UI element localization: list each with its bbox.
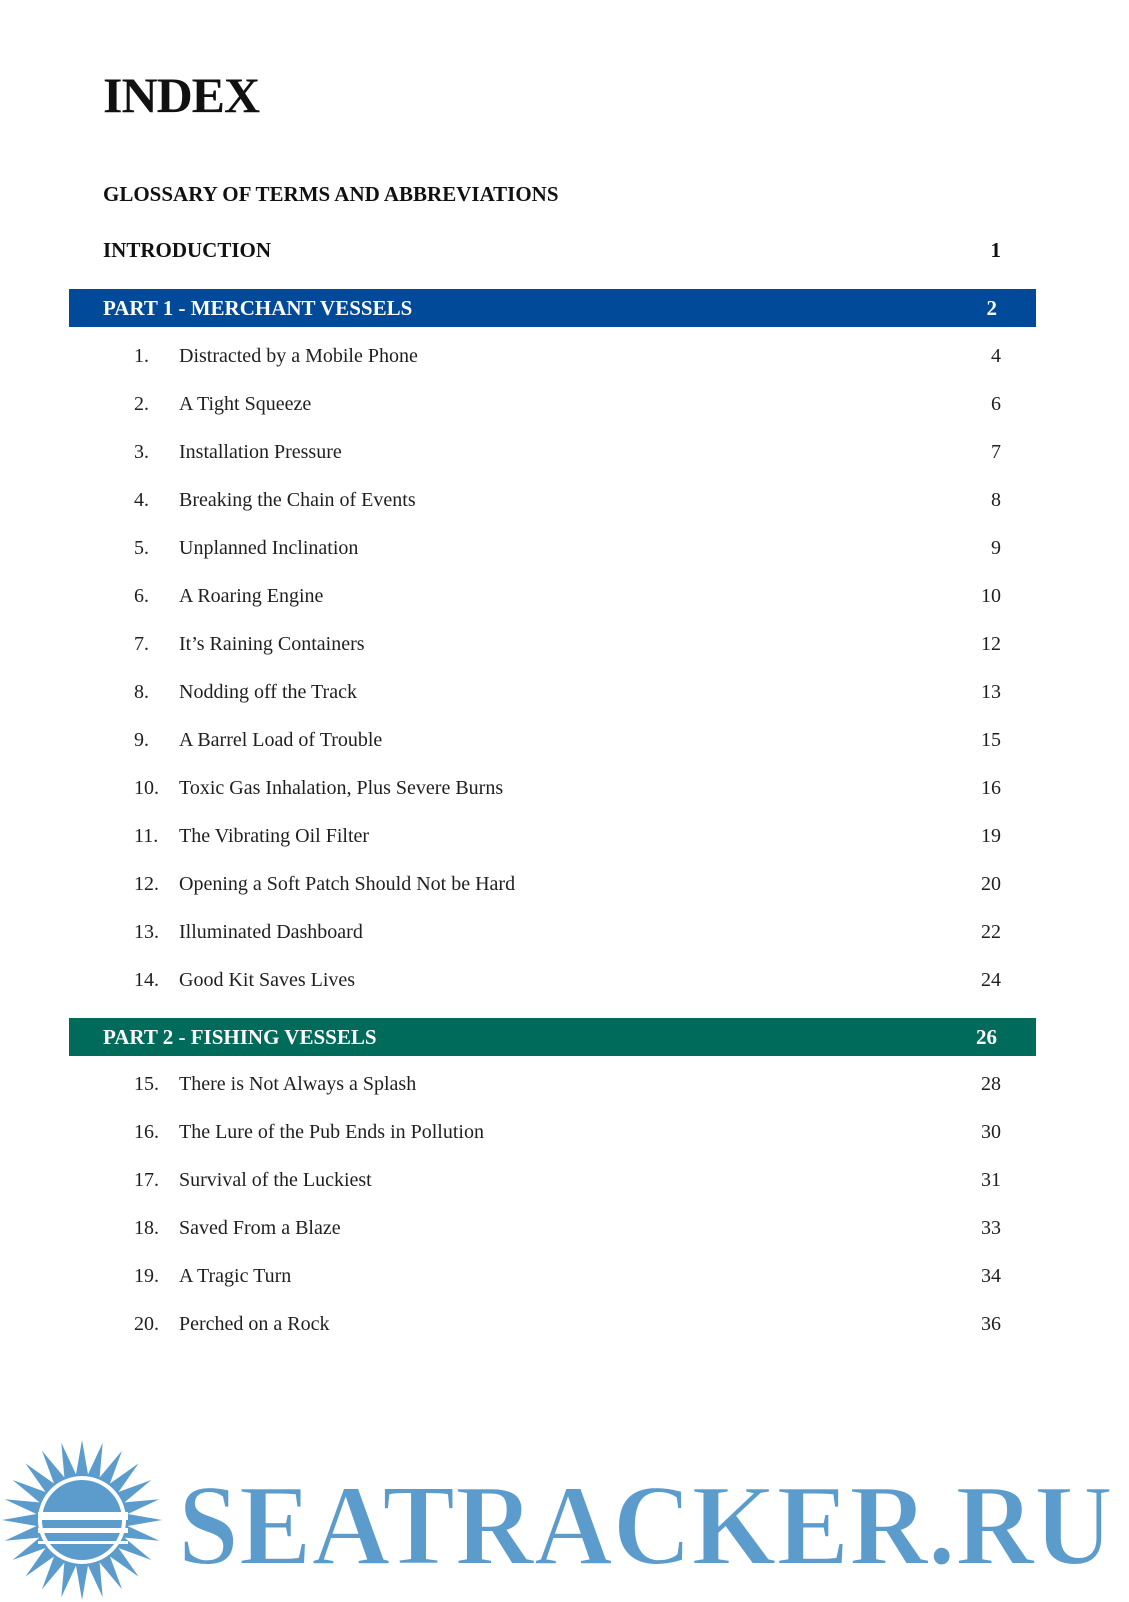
toc-entry-title: Nodding off the Track (179, 680, 357, 703)
toc-entry-3[interactable] (134, 434, 1001, 470)
toc-entry-page: 30 (981, 1120, 1001, 1143)
toc-entry-number: 12. (134, 872, 159, 895)
toc-entry-page: 36 (981, 1312, 1001, 1335)
toc-entry-page: 4 (991, 344, 1001, 367)
watermark-text: SEATRACKER.RU (178, 1462, 1113, 1590)
glossary-entry-title: GLOSSARY OF TERMS AND ABBREVIATIONS (103, 181, 559, 206)
glossary-entry[interactable] (103, 176, 1001, 212)
toc-entry-title: The Lure of the Pub Ends in Pollution (179, 1120, 484, 1143)
toc-entry-number: 16. (134, 1120, 159, 1143)
part-1-title: PART 1 - MERCHANT VESSELS (103, 295, 413, 320)
toc-entry-number: 17. (134, 1168, 159, 1191)
toc-entry-page: 9 (991, 536, 1001, 559)
toc-entry-number: 1. (134, 344, 149, 367)
toc-entry-15[interactable] (134, 1066, 1001, 1102)
toc-entry-11[interactable] (134, 818, 1001, 854)
toc-entry-20[interactable] (134, 1306, 1001, 1342)
toc-entry-title: A Roaring Engine (179, 584, 324, 607)
toc-entry-title: The Vibrating Oil Filter (179, 824, 370, 847)
toc-entry-number: 18. (134, 1216, 159, 1239)
toc-entry-number: 15. (134, 1072, 159, 1095)
toc-entry-title: Saved From a Blaze (179, 1216, 341, 1239)
toc-entry-page: 31 (981, 1168, 1001, 1191)
toc-entry-title: Perched on a Rock (179, 1312, 330, 1335)
part-2-page: 26 (976, 1024, 997, 1049)
toc-entry-14[interactable] (134, 962, 1001, 998)
toc-entry-page: 15 (981, 728, 1001, 751)
toc-entry-page: 10 (981, 584, 1001, 607)
toc-entry-page: 19 (981, 824, 1001, 847)
toc-entry-number: 8. (134, 680, 149, 703)
toc-entry-page: 7 (991, 440, 1001, 463)
part-2-header[interactable] (69, 1018, 1036, 1056)
toc-entry-6[interactable] (134, 578, 1001, 614)
sun-icon (2, 1440, 162, 1600)
toc-entry-7[interactable] (134, 626, 1001, 662)
toc-entry-page: 16 (981, 776, 1001, 799)
toc-entry-number: 14. (134, 968, 159, 991)
toc-entry-number: 5. (134, 536, 149, 559)
toc-entry-number: 19. (134, 1264, 159, 1287)
toc-entry-10[interactable] (134, 770, 1001, 806)
toc-entry-title: Distracted by a Mobile Phone (179, 344, 418, 367)
page-title: INDEX (103, 67, 260, 123)
toc-entry-1[interactable] (134, 338, 1001, 374)
toc-entry-17[interactable] (134, 1162, 1001, 1198)
toc-entry-19[interactable] (134, 1258, 1001, 1294)
toc-entry-number: 4. (134, 488, 149, 511)
toc-entry-page: 8 (991, 488, 1001, 511)
toc-entry-5[interactable] (134, 530, 1001, 566)
toc-entry-title: A Barrel Load of Trouble (179, 728, 383, 751)
toc-entry-page: 13 (981, 680, 1001, 703)
toc-entry-number: 3. (134, 440, 149, 463)
toc-entry-number: 9. (134, 728, 149, 751)
toc-entry-title: A Tight Squeeze (179, 392, 312, 415)
toc-entry-4[interactable] (134, 482, 1001, 518)
toc-entry-page: 34 (981, 1264, 1001, 1287)
toc-entry-number: 6. (134, 584, 149, 607)
toc-entry-12[interactable] (134, 866, 1001, 902)
part-1-page: 2 (986, 295, 997, 320)
toc-entry-title: Opening a Soft Patch Should Not be Hard (179, 872, 516, 895)
toc-entry-title: A Tragic Turn (179, 1264, 292, 1287)
toc-entry-page: 24 (981, 968, 1001, 991)
toc-entry-number: 13. (134, 920, 159, 943)
toc-entry-title: Unplanned Inclination (179, 536, 359, 559)
toc-entry-number: 10. (134, 776, 159, 799)
toc-entry-page: 6 (991, 392, 1001, 415)
toc-entry-title: Breaking the Chain of Events (179, 488, 416, 511)
toc-entry-title: Survival of the Luckiest (179, 1168, 372, 1191)
toc-entry-page: 28 (981, 1072, 1001, 1095)
part-1-header[interactable] (69, 289, 1036, 327)
toc-entry-title: It’s Raining Containers (179, 632, 365, 655)
toc-entry-page: 20 (981, 872, 1001, 895)
toc-entry-13[interactable] (134, 914, 1001, 950)
introduction-entry-title: INTRODUCTION (103, 237, 272, 262)
toc-entry-page: 22 (981, 920, 1001, 943)
toc-entry-number: 11. (134, 824, 159, 847)
toc-entry-title: Illuminated Dashboard (179, 920, 363, 943)
toc-entry-18[interactable] (134, 1210, 1001, 1246)
toc-entry-16[interactable] (134, 1114, 1001, 1150)
toc-entry-page: 33 (981, 1216, 1001, 1239)
toc-entry-8[interactable] (134, 674, 1001, 710)
part-2-title: PART 2 - FISHING VESSELS (103, 1024, 377, 1049)
toc-entry-2[interactable] (134, 386, 1001, 422)
introduction-entry-page: 1 (990, 237, 1001, 262)
toc-entry-number: 20. (134, 1312, 159, 1335)
toc-entry-title: Installation Pressure (179, 440, 342, 463)
toc-entry-title: There is Not Always a Splash (179, 1072, 417, 1095)
toc-entry-page: 12 (981, 632, 1001, 655)
toc-entry-number: 7. (134, 632, 149, 655)
toc-entry-title: Good Kit Saves Lives (179, 968, 356, 991)
watermark-graphic (0, 1436, 1129, 1602)
toc-entry-title: Toxic Gas Inhalation, Plus Severe Burns (179, 776, 504, 799)
watermark (0, 1436, 1129, 1602)
introduction-entry[interactable] (103, 232, 1001, 268)
toc-entry-9[interactable] (134, 722, 1001, 758)
toc-entry-number: 2. (134, 392, 149, 415)
